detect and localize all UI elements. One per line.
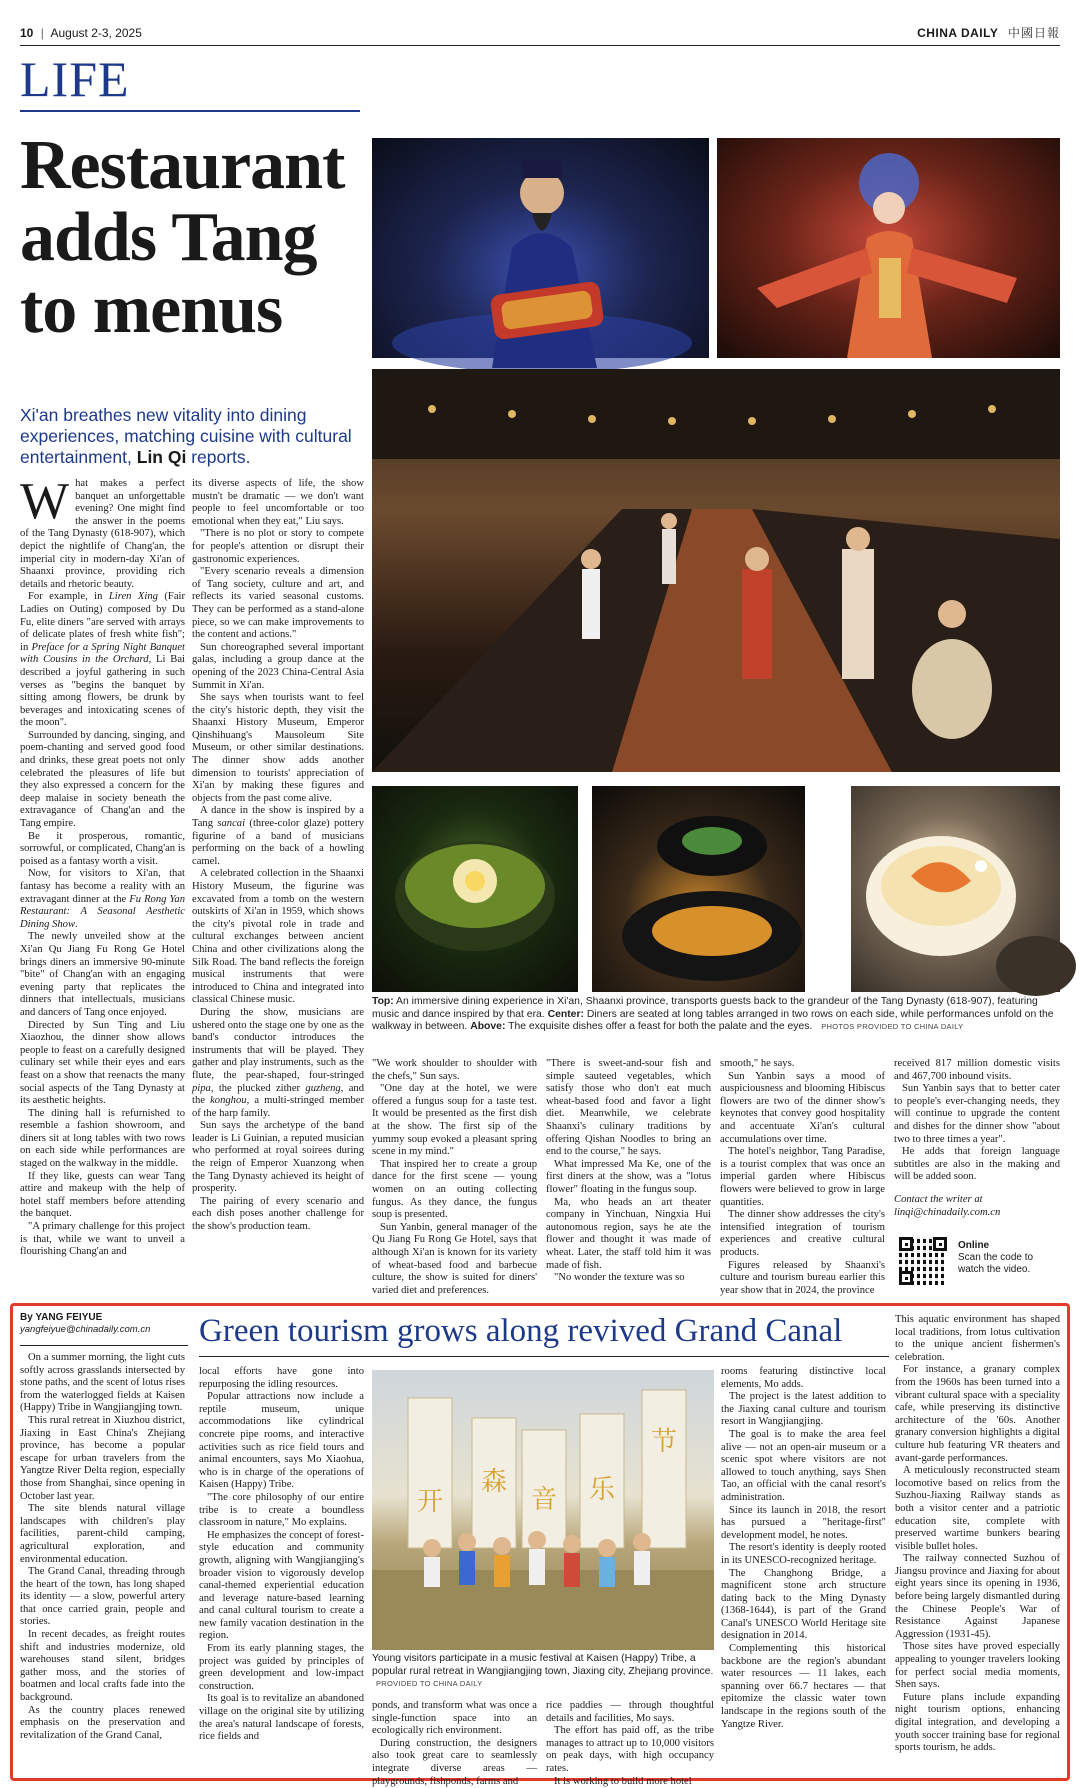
online-text: Scan the code to watch the video. (958, 1252, 1034, 1275)
photo-credit: PHOTOS PROVIDED TO CHINA DAILY (821, 1022, 964, 1031)
online-label: Online (958, 1240, 990, 1251)
paragraph: That inspired her to create a group dance for the first scene — young women on an outing collecting fungus. As they dance, the fungus soup is presented. (372, 1158, 537, 1221)
story2-column-3 (372, 1700, 537, 1787)
paragraph: Popular attractions now include a reptile museum, unique accommodations like cylindrical concrete pipe rooms, and interactive activities such as rice field tours and animal encounters, says Mo Xiaohua, who is in charge of the operations of Kaisen (Happy) Tribe. (199, 1391, 364, 1491)
story1-column-1 (20, 473, 185, 1298)
photo-dining-hall (372, 369, 1060, 772)
headline-rule (199, 1356, 889, 1357)
paragraph: As the country places renewed emphasis on the preservation and revitalization of the Grand Canal, (20, 1704, 185, 1741)
qr-code[interactable] (899, 1237, 947, 1285)
story2-column-5 (721, 1366, 886, 1776)
dining-hall-illustration (372, 369, 1060, 772)
festival-illustration (372, 1370, 714, 1650)
paragraph: "There is sweet-and-sour fish and simple sauteed vegetables, which satisfy those who don't eat much wheat-based food and favor a light diet. Meanwhile, we celebrate Shaanxi's culinary traditions by offering Qishan Noodles to bring an end to the course," he says. (546, 1058, 711, 1158)
paragraph: She says when tourists want to feel the city's historic depth, they visit the Shaanxi History Museum, Emperor Qinshihuang's Mausoleum Site Museum, or other similar destinations. The dinner show adds another dimension to tourists' appreciation of Xi'an by making these figures and objects from the past come alive. (192, 692, 364, 804)
story1-column-4 (546, 1058, 711, 1298)
term: sancai (217, 818, 246, 830)
paragraph: It is working to build more hotel (554, 1775, 692, 1787)
paragraph: rice paddies — through thoughtful details and facilities, Mo says. (546, 1700, 714, 1724)
page-header (20, 20, 1060, 46)
paragraph: A meticulously reconstructed steam locomotive based on relics from the Suzhou-Jiaxing Railway stands as both a visitor center and a patriotic education site, complete with preserved wartime bunkers bearing visible bullet holes. (895, 1465, 1060, 1552)
paragraph: Sun says the archetype of the band leader is Li Guinian, a reputed musician who performed at royal soirees during the reign of Emperor Xuanzong when the Tang Dynasty achieved its height of prosperity. (192, 1120, 364, 1195)
paragraph: The hotel's neighbor, Tang Paradise, is a tourist complex that was once an imperial garden where Hibiscus flowers were believed to grow in large quantities. (720, 1146, 885, 1208)
banner-char: 乐 (588, 1475, 616, 1505)
paragraph: Ma, who heads an art theater company in Yinchuan, Ningxia Hui autonomous region, says he ate the flower and thought it was made of wheat. Later, the staff told him it was made of fish. (546, 1196, 711, 1271)
story2-headline: Green tourism grows along revived Grand Canal (199, 1313, 843, 1349)
photo-music-festival (372, 1370, 714, 1650)
text: , Li Bai described a joyful gathering in such verses as "begins the banquet by sitting among flowers, be drunk by beverages and intoxicating scenes of the moon". (20, 654, 185, 729)
paragraph: Sun Yanbin says a mood of auspiciousness and blooming Hibiscus flowers are two of the dinner show's keynotes that convey good hospitality and accentuate Xi'an's cultural accumulations over time. (720, 1070, 885, 1145)
paragraph: The project is the latest addition to the Jiaxing canal culture and tourism resort in Wangjiangjing. (721, 1391, 886, 1428)
paragraph: The dining hall is refurnished to resemble a fashion showroom, and diners sit at long tables with two rows on each side while performances are staged on the walkway in the middle. (20, 1107, 185, 1170)
byline-email: yangfeiyue@chinadaily.com.cn (20, 1324, 151, 1335)
show-title: Fu Rong Yan Restaurant: A Seasonal Aesthetic Dining Show (20, 893, 185, 930)
paragraph: "A primary challenge for this project is that, while we want to unveil a flourishing Chang'an and (20, 1221, 185, 1258)
header-separator: | (40, 25, 44, 40)
festival-caption-text: Young visitors participate in a music festival at Kaisen (Happy) Tribe, a popular rural retreat in Wangjiangjing town, Jiaxing city, Zhejiang province. (372, 1653, 714, 1677)
dessert-illustration (851, 786, 1060, 992)
term: konghou (210, 1095, 247, 1107)
paragraph: The Grand Canal, threading through the heart of the town, has long shaped its identity — a slow, powerful artery that once carried grain, people and stories. (20, 1566, 185, 1628)
musician-illustration (372, 138, 709, 358)
section-rule (20, 110, 360, 112)
paragraph: The Changhong Bridge, a magnificent stone arch structure dating back to the Ming Dynasty (1368-1644), is part of the Grand Canal's UNESCO World Heritage site designation in 2014. (721, 1567, 886, 1642)
paragraph: Since its launch in 2018, the resort has pursued a "heritage-first" development model, he notes. (721, 1504, 886, 1541)
paragraph: The resort's identity is deeply rooted in its UNESCO-recognized heritage. (721, 1542, 886, 1566)
dancer-illustration (717, 138, 1060, 358)
paragraph (20, 591, 185, 730)
paragraph: He adds that foreign language subtitles are also in the making and will be added soon. (894, 1146, 1060, 1183)
soup-illustration (372, 786, 578, 992)
paragraph: The effort has paid off, as the tribe manages to attract up to 10,000 visitors on peak days, with high occupancy rates. (546, 1725, 714, 1774)
paragraph: The newly unveiled show at the Xi'an Qu Jiang Fu Rong Ge Hotel brings diners an immersive 90-minute "bite" of Chang'an with an engaging evening party that replicates the dinners that intellectuals, musicians and dancers of Tang once enjoyed. (20, 931, 185, 1018)
contact-label: Contact the writer at (894, 1193, 983, 1205)
paragraph: local efforts have gone into repurposing the idling resources. (199, 1366, 364, 1390)
banner-char: 音 (530, 1485, 558, 1515)
paragraph: "We work shoulder to shoulder with the chefs," Sun says. (372, 1058, 537, 1082)
paragraph: its diverse aspects of life, the show mustn't be dramatic — we don't want people to feel uncomfortable or too emotional when they eat," Liu says. (192, 478, 364, 527)
text: A dance in the show is inspired by a Tang (192, 805, 364, 830)
paragraph: "Every scenario reveals a dimension of Tang society, culture and art, and reflects its varied seasonal customs. They can be performed as a stand-alone piece, so we can make improvements to the content and actions." (192, 566, 364, 641)
story1-deck (20, 405, 365, 468)
photo-dancer (717, 138, 1060, 358)
story2-column-4 (546, 1700, 714, 1787)
festival-banners (408, 1390, 686, 1548)
paper-name: CHINA DAILY (917, 26, 999, 40)
paragraph: This rural retreat in Xiuzhou district, Jiaxing in East China's Zhejiang province, has become a popular escape for urban travelers from the Yangtze River Delta region, especially those from Shanghai, since opening in October last year. (20, 1414, 185, 1502)
page-number: 10 (20, 25, 34, 40)
deck-text: Xi'an breathes new vitality into dining experiences, matching cuisine with cultural entertainment, (20, 405, 352, 467)
text: For example, in (28, 591, 109, 603)
paragraph: Sun Yanbin says that to better cater to people's ever-changing needs, they will continue to upgrade the content and dishes for the dinner show "about two to three times a year". (894, 1083, 1060, 1145)
term: guzheng (305, 1082, 341, 1094)
paragraph: If they like, guests can wear Tang attire and makeup with the help of hotel staff members before attending the banquet. (20, 1170, 185, 1220)
header-left (20, 26, 142, 40)
paragraph: On a summer morning, the light cuts softly across grasslands intersected by stone paths, and the scent of lotus rises from the waterlogged fields at Kaisen (Happy) Tribe in Wangjiangjing town. (20, 1352, 185, 1414)
noodle-dish-illustration (592, 786, 805, 992)
paragraph: Its goal is to revitalize an abandoned village on the original site by utilizing the area's natural landscape of forests, rice fields and (199, 1693, 364, 1743)
banner-char: 节 (650, 1427, 678, 1457)
section-title: LIFE (20, 51, 130, 107)
festival-caption (372, 1653, 714, 1691)
photo-musician (372, 138, 709, 358)
paragraph-text: hat makes a perfect banquet an unforgettable evening? One might find the answer in the poems of the Tang Dynasty (618-907), which depict the nightlife of Chang'an, the imperial city in modern-day Xi'an of Shaanxi province, providing rich details and rhetoric beauty. (20, 478, 185, 590)
term: pipa (192, 1082, 211, 1094)
paragraph: "There is no plot or story to compete for people's attention or disrupt their gastronomic experiences. (192, 528, 364, 565)
byline-rule (20, 1345, 188, 1346)
festival-credit: PROVIDED TO CHINA DAILY (376, 1679, 483, 1688)
paragraph: ponds, and transform what was once a single-function space into an ecologically rich environment. (372, 1700, 537, 1737)
story2-column-2 (199, 1366, 364, 1776)
text: , the plucked zither (210, 1082, 306, 1094)
story1-column-2 (192, 478, 364, 1298)
story2-column-1 (20, 1352, 185, 1776)
qr-corner (899, 1237, 913, 1251)
paragraph: "The core philosophy of our entire tribe is to create a boundless classroom in nature," Mo explains. (199, 1491, 364, 1529)
paragraph: What impressed Ma Ke, one of the first diners at the show, was a "lotus flower" floating in the fungus soup. (546, 1158, 711, 1195)
contact-email: linqi@chinadaily.com.cn (894, 1206, 1001, 1218)
text: , and the (192, 1082, 364, 1107)
deck-author: Lin Qi (136, 447, 187, 467)
story2-byline (20, 1312, 190, 1335)
caption-top-text: An immersive dining experience in Xi'an, Shaanxi province, transports guests back to the grandeur of the Tang Dynasty (618-907), featuring music and dance inspired by that era. (372, 996, 1038, 1020)
paragraph: received 817 million domestic visits and 467,700 inbound visits. (894, 1058, 1060, 1082)
story1-column-3 (372, 1058, 537, 1298)
paragraph: From its early planning stages, the project was guided by principles of green development and low-impact construction. (199, 1643, 364, 1692)
byline-name: By YANG FEIYUE (20, 1312, 103, 1323)
story1-column-5 (720, 1058, 885, 1298)
paragraph (20, 473, 185, 591)
drop-cap: W (20, 473, 70, 530)
poem-title: Liren Xing (108, 591, 158, 603)
paragraph: Sun Yanbin, general manager of the Qu Jiang Fu Rong Ge Hotel, says that although Xi'an is known for its variety of wheat-based food and barbecue culture, the show is suited for diners' varied diet and preferences. (372, 1221, 537, 1296)
contact-writer (894, 1194, 1060, 1219)
paragraph: Those sites have proved especially appealing to younger travelers looking for perfect social media moments, Shen says. (895, 1641, 1060, 1691)
paragraph: rooms featuring distinctive local elements, Mo adds. (721, 1366, 886, 1390)
caption-above-text: The exquisite dishes offer a feast for both the palate and the eyes. (505, 1021, 813, 1032)
paragraph: A celebrated collection in the Shaanxi History Museum, the figurine was excavated from a tomb on the western outskirts of Xi'an in 1959, which shows the city's pivotal role in trade and cultural exchanges between ancient China and other civilizations along the Silk Road. The band reflects the foreign musical instruments that were introduced to China and integrated into classical Chinese music. (192, 868, 364, 1006)
paragraph: Be it prosperous, romantic, sorrowful, or complicated, Chang'an is poised as a fantasy worth a visit. (20, 830, 185, 867)
paragraph: The dinner show addresses the city's intensified integration of tourism experiences and creative cultural products. (720, 1209, 885, 1258)
deck-tail: reports. (191, 447, 251, 467)
story2-column-6 (895, 1314, 1060, 1776)
photo-fungus-soup (372, 786, 578, 992)
story1-headline: Restaurant adds Tang to menus (20, 127, 345, 348)
qr-corner (933, 1237, 947, 1251)
banner-char: 森 (480, 1467, 508, 1497)
paragraph: For instance, a granary complex from the 1960s has been turned into a vibrant cultural space with a speciality cafe, while preserving its distinctive architecture of the '60s. Another granary conversion highlights a digital culture hub featuring VR theaters and avant-garde performances. (895, 1364, 1060, 1464)
paper-name-cn: 中國日報 (1007, 26, 1060, 40)
caption-top-label: Top: (372, 996, 394, 1007)
paragraph: "One day at the hotel, we were offered a fungus soup for a taste test. It would be presented as the first dish at the show. The first sip of the yummy soup evoked a pleasant spring scene in my mind." (372, 1083, 537, 1158)
paragraph: Future plans include expanding night tourism options, enhancing digital integration, and developing a youth soccer training base for regional sports tourism, he adds. (895, 1691, 1060, 1754)
paragraph: This aquatic environment has shaped local traditions, from lotus cultivation to the unique ancient fishermen's celebration. (895, 1314, 1060, 1363)
online-note (958, 1240, 1058, 1276)
text: , a multi-stringed member of the harp family. (192, 1095, 365, 1119)
paragraph (192, 805, 364, 868)
paragraph (20, 868, 185, 931)
paragraph: In recent decades, as freight routes shift and industries modernize, old warehouses stand silent, bridges gather moss, and the stories of boatmen and local crafts fade into the background. (20, 1629, 185, 1704)
paragraph: Surrounded by dancing, singing, and poem-chanting and served good food and drinks, these great poets not only celebrated the pleasures of life but they also expressed a concern for the deep malaise in society beneath the extravagance of Chang'an and the Tang empire. (20, 729, 185, 830)
qr-corner (899, 1271, 913, 1285)
paragraph: The goal is to make the area feel alive — not an open-air museum or a scenic spot where visitors are not allowed to touch anything, says Shen Tao, an official with the canal resort's administration. (721, 1428, 886, 1503)
paragraph: Sun choreographed several important galas, including a group dance at the opening of the 2023 China-Central Asia Summit in Xi'an. (192, 641, 364, 691)
paragraph: Figures released by Shaanxi's culture and tourism bureau earlier this year show that in 2024, the province (720, 1259, 885, 1296)
photos-caption (372, 996, 1060, 1034)
paragraph: The pairing of every scenario and each dish poses another challenge for the show's production team. (192, 1195, 364, 1233)
text: (three-color glaze) pottery figurine of a band of musicians performing on the back of a howling camel. (192, 818, 364, 867)
text: (Fair Ladies on Outing) composed by Du Fu, elite diners "are served with arrays of delicate plates of fresh white fish"; in (20, 591, 185, 653)
paragraph: During construction, the designers also took great care to seamlessly integrate diverse areas — playgrounds, fishponds, farms and (372, 1737, 537, 1787)
text: During the show, musicians are ushered onto the stage one by one as the band's conductor introduces the instruments that will be played. They gather and play instruments, such as the flute, the pear-shaped, four-stringed (192, 1006, 364, 1081)
text: Now, for visitors to Xi'an, that fantasy has become a reality with an extravagant dinner at the (20, 868, 185, 905)
photo-noodle-dish (592, 786, 805, 992)
paragraph: The site blends natural village landscapes with children's play facilities, parent-child camping, agricultural exploration, and environmental education. (20, 1503, 185, 1565)
paragraph: The railway connected Suzhou of Jiangsu province and Jiaxing for about eight years since its opening in 1936, before being largely dismantled during the Chinese People's War of Resistance Against Japanese Aggression (1931-45). (895, 1553, 1060, 1640)
issue-date: August 2-3, 2025 (50, 25, 142, 40)
paragraph (192, 1007, 364, 1120)
photo-dessert (851, 786, 1060, 992)
banner-char: 开 (416, 1487, 444, 1517)
paragraph: smooth," he says. (720, 1058, 795, 1069)
caption-center-text: Diners are seated at long tables arranged in two rows on each side, while performances unfold on the walkway in between. (372, 1008, 1054, 1032)
paragraph: Complementing this historical backbone are the region's abundant water resources — 11 lakes, each spanning over 66.7 hectares — that epitomize the classic water town landscape in the regions south of the Yangtze River. (721, 1643, 886, 1730)
masthead (917, 24, 1060, 41)
text: . (75, 918, 78, 930)
paragraph: "No wonder the texture was so (554, 1272, 685, 1284)
poem-title: Preface for a Spring Night Banquet with Cousins in the Orchard (20, 641, 185, 666)
caption-center-label: Center: (547, 1008, 584, 1020)
caption-above-label: Above: (470, 1021, 506, 1032)
paragraph: Directed by Sun Ting and Liu Xiaozhou, the dinner show allows people to feast on a carefully designed culinary set while their eyes and ears feast on a show that reenacts the many social aspects of the Tang Dynasty at its aesthetic heights. (20, 1019, 185, 1107)
paragraph: He emphasizes the concept of forest-style education and community growth, aligning with Wangjiangjing's broader vision to vigorously develop canal-themed experiential education and leverage nature-based learning and canal cultural tourism to create a new family vacation destination in the region. (199, 1529, 364, 1642)
